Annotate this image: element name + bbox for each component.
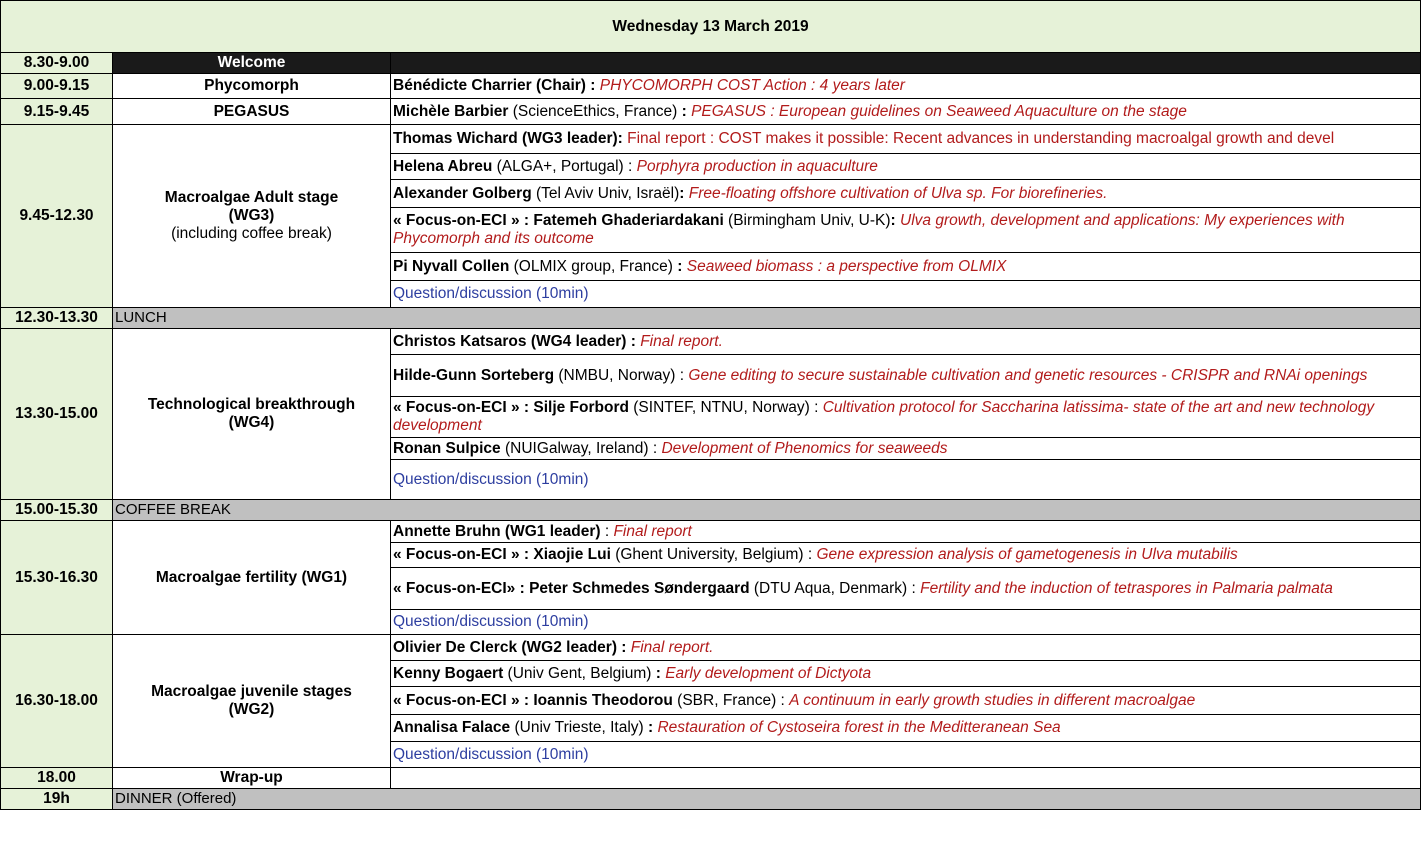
session-title: Macroalgae juvenile stages	[151, 683, 352, 700]
question-discussion: Question/discussion (10min)	[391, 742, 1421, 768]
speaker-name: Annalisa Falace	[393, 719, 511, 736]
question-discussion: Question/discussion (10min)	[391, 281, 1421, 308]
talk-title: Early development of Dictyota	[660, 664, 872, 682]
talk-title: Development of Phenomics for seaweeds	[661, 439, 948, 457]
speaker-affiliation: (Tel Aviv Univ, Israël)	[531, 184, 680, 202]
talk-title: Final report.	[635, 332, 723, 350]
speaker-affiliation: (SINTEF, NTNU, Norway) :	[628, 399, 823, 416]
talk-title: Porphyra production in aquaculture	[636, 157, 878, 175]
speaker-name: Helena Abreu	[393, 157, 493, 175]
focus-speaker: « Focus-on-ECI » : Xiaojie Lui	[393, 546, 611, 563]
talk-title: Final report.	[626, 638, 714, 656]
session-note: (including coffee break)	[171, 225, 332, 242]
talk-title: Restauration of Cystoseira forest in the Meditteranean Sea	[653, 719, 1061, 736]
talk-title: Final report	[613, 522, 692, 540]
talk-title: COST makes it possible: Recent advances in understanding macroalgal growth and devel	[718, 130, 1335, 147]
time-cell: 8.30-9.00	[1, 53, 113, 74]
separator: :	[679, 184, 685, 202]
talk-title: Gene expression analysis of gametogenesis in Ulva mutabilis	[816, 546, 1238, 563]
speaker-name: Kenny Bogaert	[393, 664, 504, 682]
separator: :	[681, 102, 687, 120]
speaker-name: Bénédicte Charrier (Chair) :	[393, 77, 596, 94]
talk-entry	[391, 74, 1421, 99]
separator: :	[655, 664, 661, 682]
talk-title: Seaweed biomass : a perspective from OLMIX	[682, 257, 1007, 275]
break-label: LUNCH	[113, 308, 1421, 329]
speaker-affiliation: (ScienceEthics, France)	[508, 102, 682, 120]
speaker-name: Ronan Sulpice	[393, 439, 501, 457]
speaker-name: Hilde-Gunn Sorteberg	[393, 366, 555, 384]
talk-entry	[391, 253, 1421, 281]
time-cell: 13.30-15.00	[1, 329, 113, 500]
session-phycomorph: Phycomorph	[113, 74, 391, 99]
speaker-affiliation: (NMBU, Norway) :	[554, 366, 689, 384]
talk-entry	[391, 397, 1421, 438]
talk-prefix: Final report :	[622, 130, 719, 147]
speaker-affiliation: (ALGA+, Portugal) :	[492, 157, 637, 175]
talk-entry	[391, 355, 1421, 397]
talk-title: Free-floating offshore cultivation of Ulva sp. For biorefineries.	[684, 184, 1108, 202]
speaker-affiliation: (SBR, France) :	[672, 691, 790, 709]
talk-entry	[391, 125, 1421, 154]
talk-title: PEGASUS : European guidelines on Seaweed Aquaculture on the stage	[686, 102, 1187, 120]
speaker-name: Michèle Barbier	[393, 102, 509, 120]
session-wg2	[113, 635, 391, 768]
time-cell: 18.00	[1, 768, 113, 789]
speaker-name: Thomas Wichard (WG3 leader):	[393, 130, 623, 147]
session-wg4	[113, 329, 391, 500]
speaker-name: Alexander Golberg	[393, 184, 532, 202]
talk-entry	[391, 521, 1421, 543]
time-cell: 9.00-9.15	[1, 74, 113, 99]
talk-entry	[391, 438, 1421, 460]
talk-entry	[391, 180, 1421, 208]
break-label: COFFEE BREAK	[113, 500, 1421, 521]
talk-title: PHYCOMORPH COST Action : 4 years later	[599, 77, 905, 94]
session-pegasus: PEGASUS	[113, 99, 391, 125]
wrapup-label: Wrap-up	[113, 768, 391, 789]
talk-title: Fertility and the induction of tetraspores in Palmaria palmata	[920, 579, 1333, 597]
time-cell: 19h	[1, 789, 113, 810]
session-title: Macroalgae fertility (WG1)	[155, 568, 348, 586]
talk-entry	[391, 715, 1421, 742]
talk-entry	[391, 99, 1421, 125]
session-wg1	[113, 521, 391, 635]
speaker-affiliation: (Birmingham Univ, U-K)	[723, 212, 891, 229]
time-cell: 15.30-16.30	[1, 521, 113, 635]
focus-speaker: « Focus-on-ECI» : Peter Schmedes Søndergaard	[393, 579, 750, 597]
separator: :	[890, 212, 896, 229]
talk-entry	[391, 568, 1421, 610]
question-discussion: Question/discussion (10min)	[391, 610, 1421, 635]
talk-entry	[391, 635, 1421, 661]
speaker-affiliation: :	[600, 522, 614, 540]
talk-entry	[391, 208, 1421, 253]
time-cell: 15.00-15.30	[1, 500, 113, 521]
talk-title: Gene editing to secure sustainable cultivation and genetic resources - CRISPR and RNAi openings	[688, 366, 1368, 384]
dinner-label: DINNER (Offered)	[113, 789, 1421, 810]
talk-entry	[391, 154, 1421, 180]
session-wg3	[113, 125, 391, 308]
session-code: (WG4)	[228, 414, 275, 431]
speaker-affiliation: (OLMIX group, France)	[509, 257, 678, 275]
time-cell: 9.45-12.30	[1, 125, 113, 308]
session-title: Technological breakthrough	[147, 396, 356, 413]
speaker-affiliation: (DTU Aqua, Denmark) :	[749, 579, 921, 597]
speaker-name: Pi Nyvall Collen	[393, 257, 510, 275]
separator: :	[647, 719, 654, 736]
speaker-affiliation: (NUIGalway, Ireland) :	[500, 439, 662, 457]
session-code: (WG3)	[228, 207, 275, 224]
welcome-label: Welcome	[113, 53, 391, 74]
focus-speaker: « Focus-on-ECI » : Fatemeh Ghaderiardakani	[393, 212, 724, 229]
speaker-name: Olivier De Clerck (WG2 leader) :	[393, 638, 627, 656]
speaker-affiliation: (Univ Gent, Belgium)	[503, 664, 656, 682]
speaker-affiliation: (Univ Trieste, Italy)	[510, 719, 648, 736]
talk-entry	[391, 661, 1421, 687]
time-cell: 9.15-9.45	[1, 99, 113, 125]
focus-speaker: « Focus-on-ECI » : Ioannis Theodorou	[393, 691, 673, 709]
separator: :	[677, 257, 683, 275]
talk-title: Ulva growth, development and applications: My experiences with Phycomorph and its outcome	[393, 212, 1345, 247]
focus-speaker: « Focus-on-ECI » : Silje Forbord	[393, 399, 629, 416]
talk-title: A continuum in early growth studies in different macroalgae	[789, 691, 1196, 709]
welcome-content	[391, 53, 1421, 74]
time-cell: 16.30-18.00	[1, 635, 113, 768]
talk-entry	[391, 329, 1421, 355]
session-code: (WG2)	[228, 701, 275, 718]
speaker-name: Annette Bruhn (WG1 leader)	[393, 522, 601, 540]
time-cell: 12.30-13.30	[1, 308, 113, 329]
question-discussion: Question/discussion (10min)	[391, 460, 1421, 500]
wrapup-content	[391, 768, 1421, 789]
session-title: Macroalgae Adult stage	[164, 189, 339, 206]
talk-entry	[391, 687, 1421, 715]
talk-entry	[391, 543, 1421, 568]
talk-title: Cultivation protocol for Saccharina latissima- state of the art and new technology development	[393, 399, 1375, 434]
page-title: Wednesday 13 March 2019	[1, 1, 1421, 53]
speaker-affiliation: (Ghent University, Belgium) :	[610, 546, 817, 563]
speaker-name: Christos Katsaros (WG4 leader) :	[393, 332, 636, 350]
